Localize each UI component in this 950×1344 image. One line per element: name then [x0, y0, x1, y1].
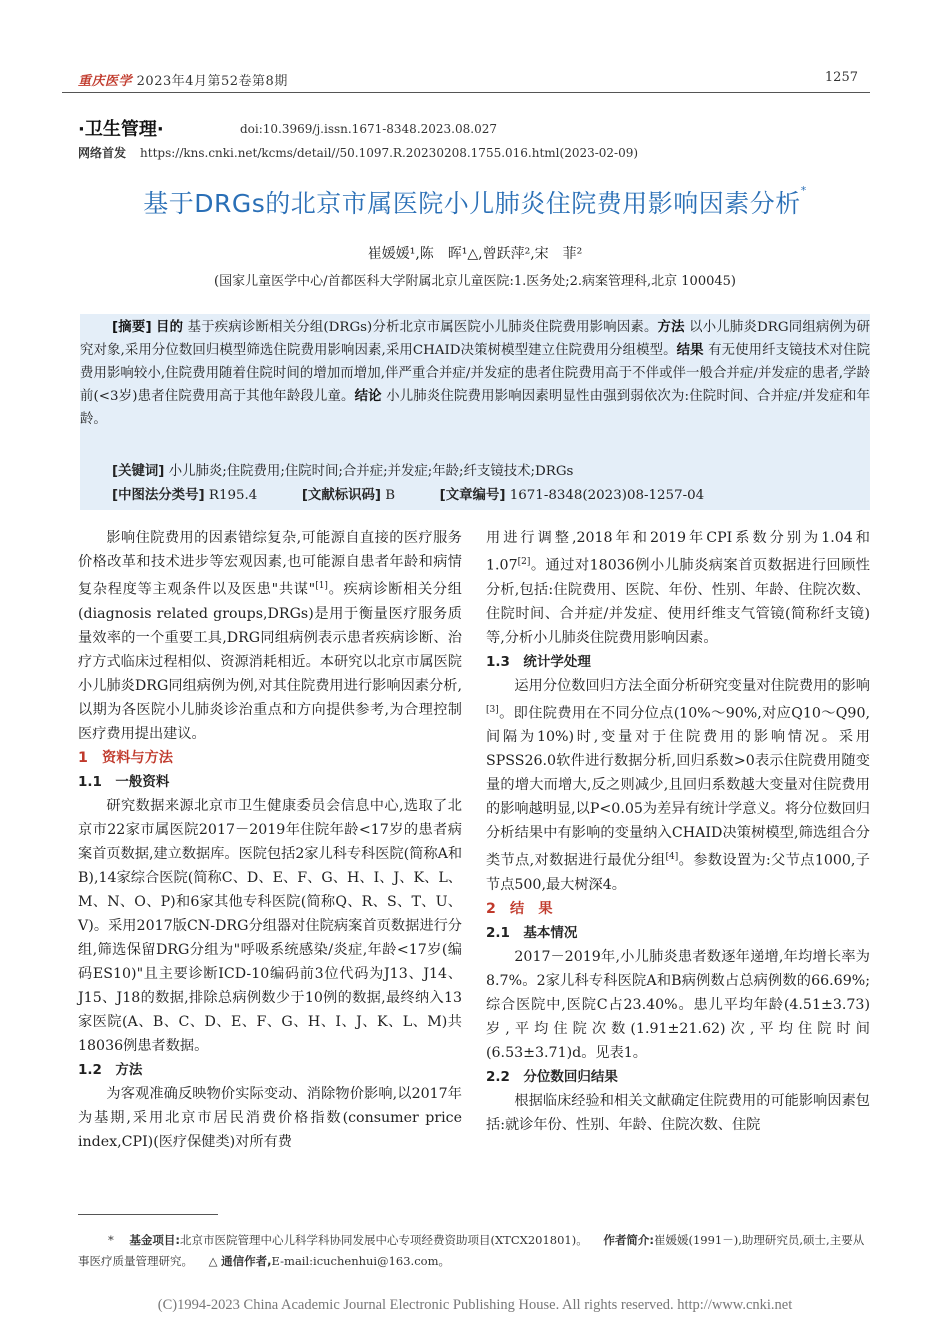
footnote-rule — [78, 1214, 218, 1215]
copyright-watermark: (C)1994-2023 China Academic Journal Electronic Publishing House. All rights reserved. http://www.cnki.net — [157, 1297, 793, 1313]
article-no-value: 1671-8348(2023)08-1257-04 — [509, 488, 705, 503]
online-first-label: 网络首发 — [78, 146, 127, 160]
paragraph: 根据临床经验和相关文献确定住院费用的可能影响因素包括:就诊年份、性别、年龄、住院次数、住院 — [486, 1093, 870, 1134]
objective-label: 目的 — [156, 320, 184, 335]
section-heading: 1 资料与方法 — [78, 749, 173, 766]
paragraph: 影响住院费用的因素错综复杂,可能源自直接的医疗服务价格改革和技术进步等宏观因素,也可能源自患者年龄和病情复杂程度等主观条件以及医患"共谋"[1]。疾病诊断相关分组(diagnosis related groups,DRGs)是用于衡量医疗服务质量效率的一个重要工具,DRG同组病例表示患者疾病诊断、治疗方式临床过程相似、资源消耗相近。本研究以北京市属医院小儿肺炎DRG同组病例为例,对其住院费用进行影响因素分析,以期为各医院小儿肺炎诊治重点和方向提供参考,为合理控制医疗费用提出建议。 — [78, 530, 462, 742]
abstract-label: [摘要] — [112, 320, 152, 335]
page-number: 1257 — [824, 70, 858, 85]
conclusion-label: 结论 — [354, 389, 382, 404]
methods-text: 以小儿肺炎DRG同组病例为研究对象,采用分位数回归模型筛选住院费用影响因素,采用CHAID决策树模型建立住院费用分组模型。 — [80, 320, 871, 358]
paragraph: 运用分位数回归方法全面分析研究变量对住院费用的影响[3]。即住院费用在不同分位点(10%～90%,对应Q10～Q90,间隔为10%)时,变量对于住院费用的影响情况。采用SPSS26.0软件进行数据分析,回归系数>0表示住院费用随变量的增大而增大,反之则减少,且回归系数越大变量对住院费用的影响越明显,以P<0.05为差异有统计学意义。将分位数回归分析结果中有影响的变量纳入CHAID决策树模型,筛选组合分类节点,对数据进行最优分组[4]。参数设置为:父节点1000,子节点500,最大树深4。 — [486, 677, 870, 894]
keywords — [112, 460, 573, 479]
clc-label: [中图法分类号] — [112, 488, 205, 503]
column-title: ·卫生管理· — [78, 119, 164, 140]
subsection-heading: 1.2 方法 — [78, 1061, 143, 1078]
abstract — [80, 316, 870, 431]
paragraph: 2017－2019年,小儿肺炎患者数逐年递增,年均增长率为8.7%。2家儿科专科医院A和B病例数占总病例数的66.69%;综合医院中,医院C占23.40%。患儿平均年龄(4.51±3.73)岁,平均住院次数(1.91±21.62)次,平均住院时间(6.53±3.71)d。见表1。 — [486, 949, 870, 1062]
running-header — [78, 70, 288, 89]
doi[interactable]: doi:10.3969/j.issn.1671-8348.2023.08.027 — [240, 122, 497, 136]
citation-ref[interactable]: [2] — [517, 557, 531, 567]
objective-text: 基于疾病诊断相关分组(DRGs)分析北京市属医院小儿肺炎住院费用影响因素。 — [187, 320, 658, 335]
fund-text: 北京市医院管理中心儿科学科协同发展中心专项经费资助项目(XTCX201801)。 — [180, 1233, 588, 1247]
body-right-column — [486, 526, 870, 1137]
paragraph: 用进行调整,2018年和2019年CPI系数分别为1.04和1.07[2]。通过对18036例小儿肺炎病案首页数据进行回顾性分析,包括:住院费用、医院、年份、性别、年龄、住院次数、住院时间、合并症/并发症、使用纤维支气管镜(简称纤支镜)等,分析小儿肺炎住院费用影响因素。 — [486, 530, 870, 646]
corresponding-label: 通信作者, — [221, 1254, 272, 1268]
methods-label: 方法 — [657, 320, 685, 335]
issue-info: 2023年4月第52卷第8期 — [136, 74, 288, 89]
corresponding-email[interactable]: E-mail:icuchenhui@163.com。 — [271, 1254, 450, 1268]
paragraph: 为客观准确反映物价实际变动、消除物价影响,以2017年为基期,采用北京市居民消费价格指数(consumer price index,CPI)(医疗保健类)对所有费 — [78, 1085, 462, 1150]
title-footnote-mark: * — [800, 184, 807, 197]
subsection-heading: 1.1 一般资料 — [78, 773, 170, 790]
results-label: 结果 — [676, 343, 704, 358]
header-rule — [62, 92, 870, 93]
citation-ref[interactable]: [4] — [665, 852, 679, 863]
classification-row — [112, 484, 870, 503]
results-text: 有无使用纤支镜技术对住院费用影响较小,住院费用随着住院时间的增加而增加,伴严重合并症/并发症的患者住院费用高于不伴或伴一般合并症/并发症的患者,学龄前(<3岁)患者住院费用高于其他年龄段儿童。 — [80, 343, 871, 404]
author-bio-label: 作者简介: — [603, 1233, 654, 1247]
section-heading: 2 结 果 — [486, 901, 553, 918]
journal-name: 重庆医学 — [78, 74, 133, 89]
clc-value: R195.4 — [208, 488, 258, 503]
doc-code-value: B — [385, 488, 396, 503]
fund-label: 基金项目: — [129, 1233, 181, 1247]
author-bio-text: 崔媛媛(1991－),助理研究员,硕士,主要从事医疗质量管理研究。 — [78, 1233, 865, 1268]
footnote — [78, 1230, 870, 1272]
authors: 崔媛媛¹,陈 晖¹△,曾跃萍²,宋 菲² — [367, 246, 583, 262]
subsection-heading: 1.3 统计学处理 — [486, 653, 591, 670]
online-first — [78, 144, 638, 161]
article-title-text: 基于DRGs的北京市属医院小儿肺炎住院费用影响因素分析 — [143, 189, 801, 218]
corresponding-mark: △ — [208, 1254, 218, 1268]
citation-ref[interactable]: [1] — [315, 581, 328, 591]
article-no-label: [文章编号] — [439, 488, 506, 503]
footnote-mark: * — [108, 1233, 114, 1247]
keywords-label: [关键词] — [112, 464, 165, 479]
affiliation: (国家儿童医学中心/首都医科大学附属北京儿童医院:1.医务处;2.病案管理科,北京 100045) — [214, 274, 736, 289]
subsection-heading: 2.2 分位数回归结果 — [486, 1069, 618, 1086]
keywords-text: 小儿肺炎;住院费用;住院时间;合并症;并发症;年龄;纤支镜技术;DRGs — [168, 464, 574, 479]
conclusion-text: 小儿肺炎住院费用影响因素明显性由强到弱依次为:住院时间、合并症/并发症和年龄。 — [80, 389, 871, 427]
doc-code-label: [文献标识码] — [301, 488, 382, 503]
online-first-url[interactable]: https://kns.cnki.net/kcms/detail//50.1097.R.20230208.1755.016.html(2023-02-09) — [140, 146, 639, 160]
paragraph: 研究数据来源北京市卫生健康委员会信息中心,选取了北京市22家市属医院2017－2019年住院年龄<17岁的患者病案首页数据,建立数据库。医院包括2家儿科专科医院(简称A和B),14家综合医院(简称C、D、E、F、G、H、I、J、K、L、M、N、O、P)和6家其他专科医院(简称Q、R、S、T、U、V)。采用2017版CN-DRG分组器对住院病案首页数据进行分组,筛选保留DRG分组为"呼吸系统感染/炎症,年龄<17岁(编码ES10)"且主要诊断ICD-10编码前3位代码为J13、J14、J15、J18的数据,排除总病例数少于10例的数据,最终纳入13家医院(A、B、C、D、E、F、G、H、I、J、K、L、M)共18036例患者数据。 — [78, 797, 463, 1054]
subsection-heading: 2.1 基本情况 — [486, 925, 578, 942]
body-left-column — [78, 526, 462, 1154]
citation-ref[interactable]: [3] — [486, 704, 499, 715]
article-title — [0, 184, 950, 220]
